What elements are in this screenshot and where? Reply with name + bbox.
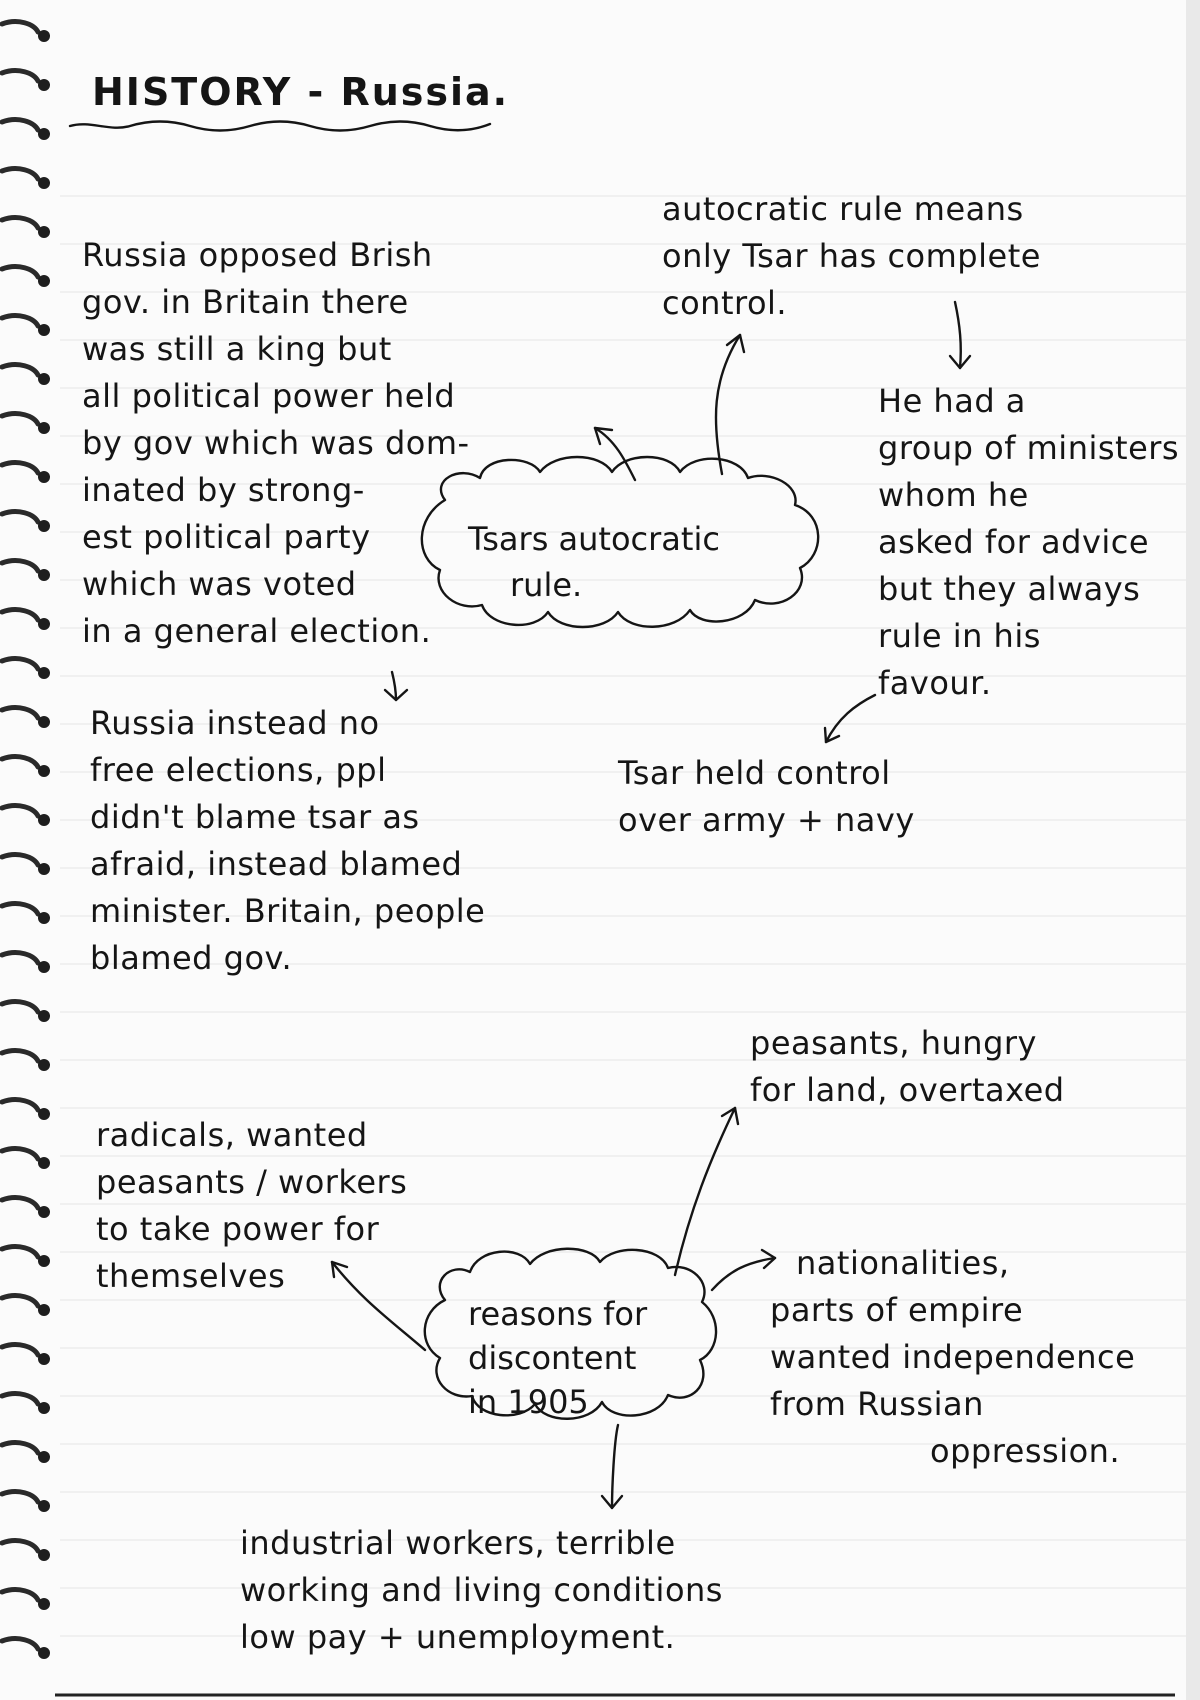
note-autocratic-meaning: autocratic rule means only Tsar has complete control. (662, 190, 1041, 322)
cloud-discontent-label: reasons for discontent in 1905 (468, 1295, 648, 1421)
cloud-autocratic-label: Tsars autocratic rule. (468, 520, 720, 604)
note-army-navy: Tsar held control over army + navy (618, 754, 915, 839)
title-underline (70, 122, 490, 131)
arrow-to-army-navy (826, 695, 875, 742)
page-title: HISTORY - Russia. (92, 70, 510, 114)
arrow-to-autocratic-note (716, 335, 740, 474)
arrow-to-workers (612, 1425, 618, 1508)
note-ministers: He had a group of ministers whom he asked for advice but they always rule in his favour. (878, 382, 1180, 702)
note-peasants: peasants, hungry for land, overtaxed (750, 1024, 1065, 1109)
arrow-to-russia-text (595, 428, 635, 480)
arrow-to-nationalities (712, 1258, 775, 1290)
note-industrial-workers: industrial workers, terrible working and living conditions low pay + unemployment. (240, 1524, 723, 1656)
arrow-to-peasants (675, 1108, 735, 1275)
note-radicals: radicals, wanted peasants / workers to take power for themselves (96, 1116, 408, 1295)
note-no-free-elections: Russia instead no free elections, ppl didn't blame tsar as afraid, instead blamed minister. Britain, people blamed gov. (90, 704, 486, 977)
note-russia-vs-britain: Russia opposed Brish gov. in Britain there was still a king but all political power held by gov which was dom- inated by strong- est political party which was voted in a general election. (82, 236, 470, 650)
note-nationalities: nationalities, parts of empire wanted independence from Russian oppression. (770, 1244, 1136, 1470)
